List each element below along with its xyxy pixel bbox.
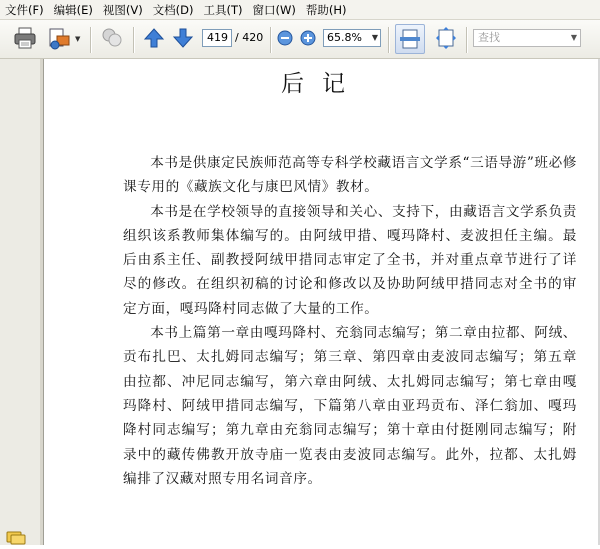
share-button[interactable]: [47, 25, 73, 51]
previous-page-button[interactable]: [143, 26, 165, 50]
document-share-icon: [47, 25, 73, 51]
panel-resize-handle[interactable]: [40, 59, 43, 545]
document-body: [123, 151, 577, 491]
arrow-up-icon: [143, 26, 165, 50]
comments-button[interactable]: [6, 530, 26, 544]
menu-help[interactable]: 帮助(H): [305, 2, 347, 17]
collaborate-button[interactable]: [100, 26, 124, 50]
find-input[interactable]: [473, 29, 581, 47]
zoom-in-button[interactable]: [300, 30, 316, 46]
print-icon: [12, 25, 38, 51]
chevron-down-icon: ▼: [371, 33, 378, 42]
toolbar: [0, 20, 600, 59]
paragraph: 本书是供康定民族师范高等专科学校藏语言文学系“三语导游”班必修课专用的《藏族文化与康巴风情》教材。: [123, 155, 577, 196]
fit-page-icon: [396, 25, 424, 53]
paragraph: 本书上篇第一章由嘎玛降村、充翁同志编写；第二章由拉都、阿绒、贡布扎巴、太扎姆同志编写；第三章、第四章由麦波同志编写；第五章由拉都、冲尼同志编写，第六章由阿绒、太扎姆同志编写；第七章由嘎玛降村、阿绒甲措同志编写，下篇第八章由亚玛贡布、泽仁翁加、嘎玛降村同志编写；第九章由充翁同志编写；第十章由付挺刚同志编写；附录中的藏传佛教开放寺庙一览表由麦波同志编写。此外，拉都、太扎姆编排了汉藏对照专用名词音序。: [123, 325, 577, 487]
comment-icon: [6, 531, 26, 545]
fit-width-button[interactable]: [433, 25, 459, 51]
print-button[interactable]: [12, 25, 38, 51]
menu-edit[interactable]: 编辑(E): [53, 2, 93, 17]
expand-icon: [433, 25, 459, 51]
page-number-input[interactable]: 419: [202, 29, 232, 47]
zoom-out-button[interactable]: [277, 30, 293, 46]
arrow-down-icon: [172, 26, 194, 50]
zoom-level-value: 65.8%: [327, 31, 362, 44]
menu-document[interactable]: 文档(D): [152, 2, 194, 17]
navigation-panel: [0, 59, 44, 545]
document-page[interactable]: [44, 59, 600, 545]
page-total-label: / 420: [235, 31, 264, 44]
toolbar-separator: [133, 27, 135, 53]
menu-tools[interactable]: 工具(T): [203, 2, 243, 17]
toolbar-separator: [388, 27, 390, 53]
paragraph: 本书是在学校领导的直接领导和关心、支持下，由藏语言文学系负责组织该系教师集体编写的。由阿绒甲措、嘎玛降村、麦波担任主编。最后由系主任、副教授阿绒甲措同志审定了全书，并对重点章节进行了详尽的修改。在组织初稿的讨论和修改以及协助阿绒甲措同志对全书的审定方面，嘎玛降村同志做了大量的工作。: [123, 203, 577, 317]
fit-page-button[interactable]: [395, 24, 425, 54]
toolbar-separator: [466, 27, 468, 53]
next-page-button[interactable]: [172, 26, 194, 50]
collaborate-icon: [100, 26, 124, 50]
menu-bar: [0, 0, 600, 20]
zoom-in-icon: [300, 30, 316, 46]
zoom-out-icon: [277, 30, 293, 46]
zoom-level-select[interactable]: [323, 29, 381, 47]
page-heading: 后记: [281, 71, 363, 97]
share-dropdown-icon[interactable]: ▼: [75, 35, 81, 43]
toolbar-separator: [270, 27, 272, 53]
menu-file[interactable]: 文件(F): [5, 2, 44, 17]
menu-view[interactable]: 视图(V): [102, 2, 143, 17]
find-placeholder: 查找: [478, 31, 500, 44]
chevron-down-icon: ▼: [570, 33, 577, 42]
toolbar-separator: [90, 27, 92, 53]
menu-window[interactable]: 窗口(W): [252, 2, 296, 17]
